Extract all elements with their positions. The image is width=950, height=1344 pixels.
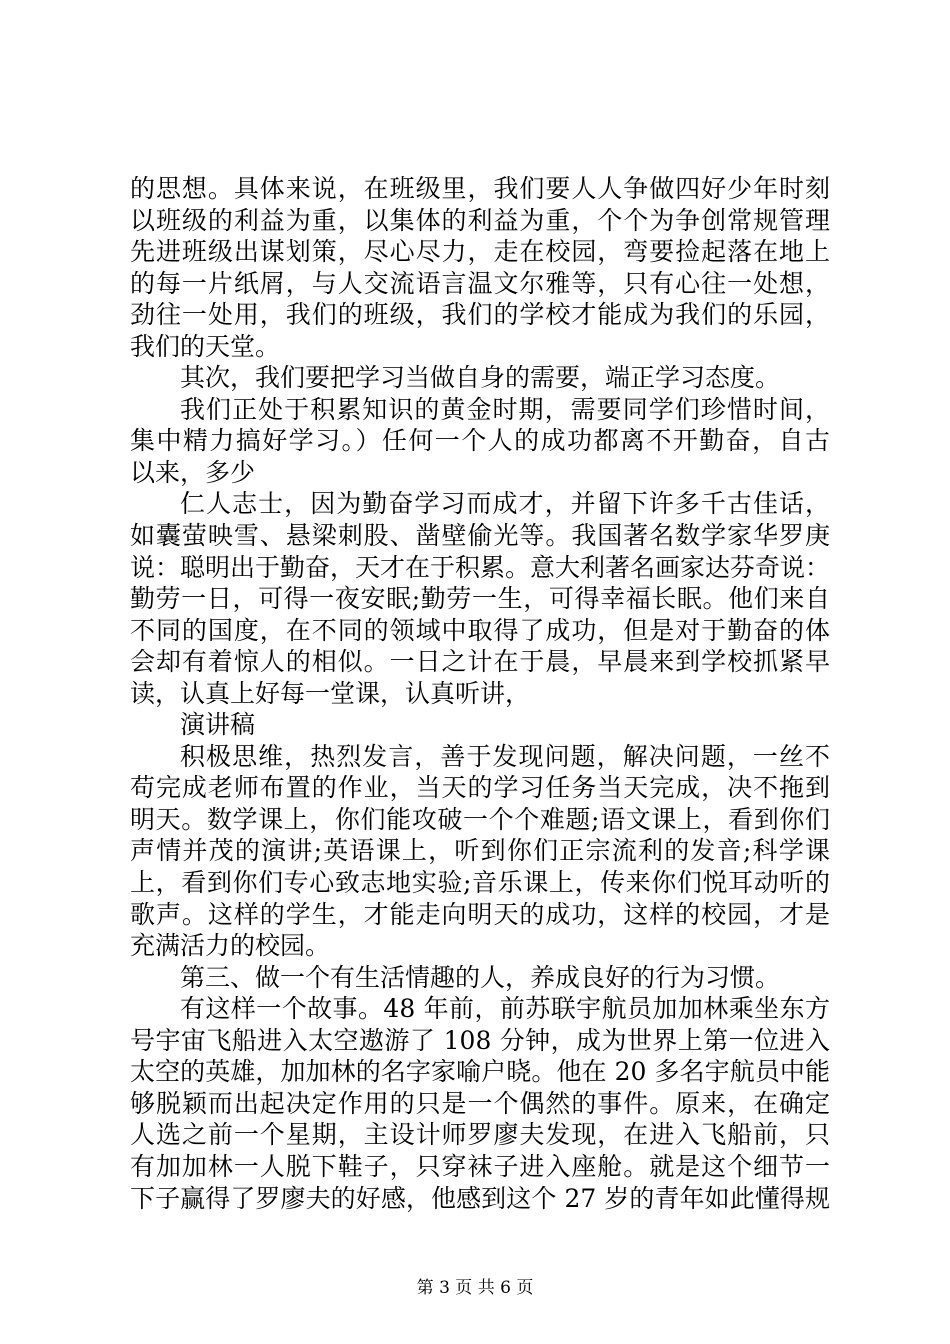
text-line: 下子赢得了罗廖夫的好感，他感到这个 27 岁的青年如此懂得规 [130, 1183, 830, 1213]
text-line: 上，看到你们专心致志地实验;音乐课上，传来你们悦耳动听的 [130, 868, 830, 898]
text-line: 有这样一个故事。48 年前，前苏联宇航员加加林乘坐东方 [180, 994, 830, 1024]
text-line: 读，认真上好每一堂课，认真听讲， [130, 678, 531, 708]
text-line: 说：聪明出于勤奋，天才在于积累。意大利著名画家达芬奇说： [130, 552, 830, 582]
text-line: 仁人志士，因为勤奋学习而成才，并留下许多千古佳话， [180, 489, 830, 519]
text-line: 其次，我们要把学习当做自身的需要，端正学习态度。 [180, 363, 781, 393]
text-line: 够脱颖而出起决定作用的只是一个偶然的事件。原来，在确定 [130, 1088, 830, 1118]
text-line: 以班级的利益为重，以集体的利益为重，个个为争创常规管理 [130, 205, 830, 235]
text-line: 号宇宙飞船进入太空遨游了 108 分钟，成为世界上第一位进入 [130, 1025, 830, 1055]
text-line: 充满活力的校园。 [130, 931, 331, 961]
document-body [130, 173, 830, 1214]
text-line: 我们的天堂。 [130, 331, 281, 361]
text-line: 苟完成老师布置的作业，当天的学习任务当天完成，决不拖到 [130, 773, 830, 803]
text-line: 先进班级出谋划策，尽心尽力，走在校园，弯要捡起落在地上 [130, 237, 830, 267]
text-line: 如囊萤映雪、悬梁刺股、凿壁偷光等。我国著名数学家华罗庚 [130, 521, 830, 551]
text-line: 人选之前一个星期，主设计师罗廖夫发现，在进入飞船前，只 [130, 1120, 830, 1150]
page-footer: 第 3 页 共 6 页 [416, 1278, 534, 1298]
text-line: 积极思维，热烈发言，善于发现问题，解决问题，一丝不 [180, 741, 830, 771]
text-line: 有加加林一人脱下鞋子，只穿袜子进入座舱。就是这个细节一 [130, 1151, 830, 1181]
text-line: 集中精力搞好学习。）任何一个人的成功都离不开勤奋，自古 [130, 426, 830, 456]
text-line: 勤劳一日，可得一夜安眠;勤劳一生，可得幸福长眠。他们来自 [130, 584, 830, 614]
text-line: 演讲稿 [180, 710, 256, 740]
text-line: 的每一片纸屑，与人交流语言温文尔雅等，只有心往一处想， [130, 268, 830, 298]
text-line: 不同的国度，在不同的领域中取得了成功，但是对于勤奋的体 [130, 615, 830, 645]
text-line: 歌声。这样的学生，才能走向明天的成功，这样的校园，才是 [130, 899, 830, 929]
text-line: 劲往一处用，我们的班级，我们的学校才能成为我们的乐园， [130, 300, 830, 330]
text-line: 以来，多少 [130, 457, 256, 487]
text-line: 我们正处于积累知识的黄金时期，需要同学们珍惜时间， [180, 394, 830, 424]
text-line: 会却有着惊人的相似。一日之计在于晨，早晨来到学校抓紧早 [130, 647, 830, 677]
text-line: 的思想。具体来说，在班级里，我们要人人争做四好少年时刻 [130, 174, 830, 203]
text-line: 声情并茂的演讲;英语课上，听到你们正宗流利的发音;科学课 [130, 836, 830, 866]
text-line: 明天。数学课上，你们能攻破一个个难题;语文课上，看到你们 [130, 804, 830, 834]
text-line: 太空的英雄，加加林的名字家喻户晓。他在 20 多名宇航员中能 [130, 1057, 830, 1087]
text-line: 第三、做一个有生活情趣的人，养成良好的行为习惯。 [180, 962, 781, 992]
